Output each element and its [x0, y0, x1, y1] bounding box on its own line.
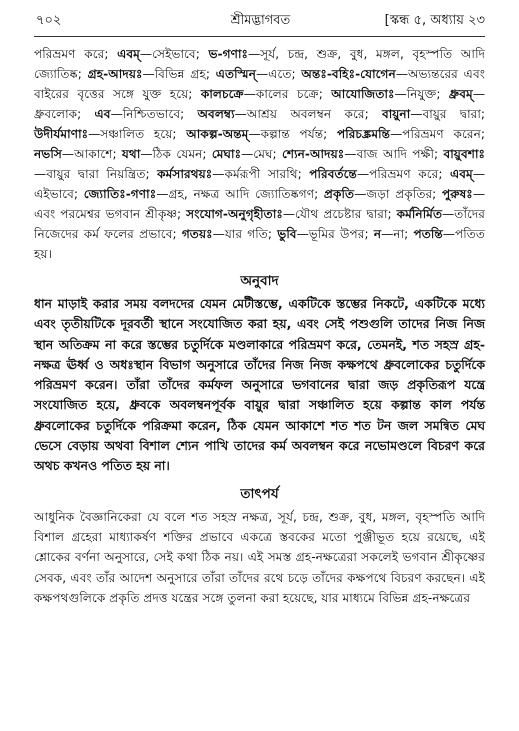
translation-text: ধান মাড়াই করার সময় বলদদের যেমন মেটীস্তম্ভে, একটিকে স্তম্ভের নিকটে, একটিকে মধ্যে এবং তৃতীয়টিকে দূরবর্তী স্থানে সংযোজিত করা হয়, এবং সেই পশুগুলি তাদের নিজ নিজ স্থান অতিক্রম না করে স্তম্ভের চতুর্দিকে মণ্ডলাকারে পরিভ্রমণ করে, তেমনই, শত সহস্র গ্রহ-নক্ষত্র ঊর্ধ্ব ও অধঃস্থান বিভাগ অনুসারে তাঁদের নিজ নিজ কক্ষপথে ধ্রুবলোকের চতুর্দিকে পরিভ্রমণ করেন। তাঁরা তাঁদের কর্মফল অনুসারে ভগবানের দ্বারা জড় প্রকৃতিরূপ যন্ত্রে সংযোজিত হয়ে, ধ্রুবকে অবলম্বনপূর্বক বায়ুর দ্বারা সঞ্চালিত হয়ে কল্পান্ত কাল পর্যন্ত ধ্রুবলোকের চতুর্দিকে পরিক্রমা করেন, ঠিক যেমন আকাশে শত শত টন জল সমন্বিত মেঘ ভেসে বেড়ায় অথবা বিশাল শ্যেন পাখি তাদের কর্ম অবলম্বন করে নভোমণ্ডলে বিচরণ করে অথচ কখনও পতিত হয় না। — [34, 296, 485, 474]
sanskrit-term: ন — [373, 227, 382, 241]
term-meaning: —আকাশে; — [61, 147, 122, 161]
purport-heading: তাৎপর্য — [240, 485, 279, 502]
term-meaning: —ধ্রুবলোক; — [34, 87, 485, 121]
term-meaning: —কল্পান্ত পর্যন্ত; — [248, 127, 337, 141]
word-meanings — [34, 44, 485, 264]
sanskrit-term: পুরুষঃ — [441, 187, 473, 201]
sanskrit-term: এবম্ — [117, 47, 140, 61]
term-meaning: —এতে; — [255, 67, 302, 81]
term-meaning: —অভ্যন্তরের এবং বাইরের বৃত্তের সঙ্গে যুক্ত হয়ে; — [34, 67, 485, 101]
sanskrit-term: মেঘাঃ — [211, 147, 242, 161]
term-meaning: —আশ্রয় অবলম্বন করে; — [234, 107, 382, 121]
sanskrit-term: অন্তঃ-বহিঃ-যোগেন — [301, 67, 396, 81]
term-meaning: —পরিভ্রমণ করে; — [356, 167, 450, 181]
page-number: ৭০২ — [36, 13, 62, 28]
sanskrit-term: সংযোগ-অনুগৃহীতাঃ — [186, 207, 283, 221]
term-meaning: —এবং পরমেশ্বর ভগবান শ্রীকৃষ্ণ; — [34, 187, 485, 221]
term-meaning: —গ্রহ, নক্ষত্র আদি জ্যোতিষ্কগণ; — [156, 187, 324, 201]
sanskrit-term: প্রকৃতি — [323, 187, 355, 201]
term-meaning: —বাজ আদি পক্ষী; — [344, 147, 444, 161]
term-meaning: —জড়া প্রকৃতির; — [354, 187, 442, 201]
term-meaning: —সূর্য, চন্দ্র, শুক্র, বুধ, মঙ্গল, বৃহস্পতি আদি জ্যোতিষ্ক; — [34, 47, 485, 81]
term-meaning: —কর্মরূপী সারথি; — [212, 167, 310, 181]
sanskrit-term: পতন্তি — [413, 227, 443, 241]
sanskrit-term: বায়ুনা — [381, 107, 411, 121]
purport-text: আধুনিক বৈজ্ঞানিকেরা যে বলে শত সহস্র নক্ষত্র, সূর্য, চন্দ্র, শুক্র, বুধ, মঙ্গল, বৃহস্পতি আদি বিশাল গ্রহেরা মাধ্যাকর্ষণ শক্তির প্রভাবে একত্রে স্তবকের মতো পুঞ্জীভূত হয়ে রয়েছে, এই শ্লোকের বর্ণনা অনুসারে, সেই কথা ঠিক নয়। এই সমস্ত গ্রহ-নক্ষত্রেরা সকলেই ভগবান শ্রীকৃষ্ণের সেবক, এবং তাঁর আদেশ অনুসারে তাঁরা তাঁদের রথে চড়ে তাঁদের কক্ষপথে বিচরণ করছেন। এই কক্ষপথগুলিকে প্রকৃতি প্রদত্ত যন্ত্রের সঙ্গে তুলনা করা হয়েছে, যার মাধ্যমে বিভিন্ন গ্রহ-নক্ষত্রের — [34, 509, 485, 605]
sanskrit-term: গ্রহ-আদয়ঃ — [87, 67, 143, 81]
sanskrit-term: কর্মসারথয়ঃ — [157, 167, 213, 181]
sanskrit-term: কর্মনির্মিত — [396, 207, 443, 221]
sanskrit-term: এব — [94, 107, 111, 121]
term-meaning: পরিভ্রমণ করে; — [34, 47, 118, 61]
sanskrit-term: উদীর্যমাণাঃ — [34, 127, 89, 141]
sanskrit-term: ভুবি — [277, 227, 297, 241]
sanskrit-term: বায়ুবশাঃ — [443, 147, 485, 161]
sanskrit-term: আকল্প-অন্তম্ — [186, 127, 249, 141]
term-meaning: —বায়ুর দ্বারা; — [410, 107, 486, 121]
term-meaning: —মেঘ; — [241, 147, 282, 161]
sanskrit-term: কালচক্রে — [200, 87, 244, 101]
sanskrit-term: গতয়ঃ — [181, 227, 213, 241]
term-meaning: —সঞ্চালিত হয়ে; — [88, 127, 187, 141]
term-meaning: —এইভাবে; — [34, 167, 486, 201]
sanskrit-term: নভসি — [34, 147, 62, 161]
term-meaning: —নিযুক্ত; — [394, 87, 449, 101]
term-meaning: —ভূমির উপর; — [296, 227, 374, 241]
term-meaning: —নিশ্চিতভাবে; — [110, 107, 198, 121]
sanskrit-term: পরিবর্তন্তে — [309, 167, 357, 181]
sanskrit-term: ভ-গণাঃ — [208, 47, 248, 61]
term-meaning: —সেইভাবে; — [139, 47, 209, 61]
sanskrit-term: এতস্মিন্ — [215, 67, 256, 81]
sanskrit-term: শ্যেন-আদয়ঃ — [281, 147, 345, 161]
term-meaning: —কালের চক্রে; — [243, 87, 332, 101]
term-meaning: —পতিত হয়। — [34, 227, 485, 261]
term-meaning: —বায়ুর দ্বারা নিয়ন্ত্রিত; — [34, 167, 158, 181]
sanskrit-term: অবলম্ব্য — [197, 107, 235, 121]
sanskrit-term: পরিচঙ্ক্রমন্তি — [336, 127, 391, 141]
sanskrit-term: জ্যোতিঃ-গণাঃ — [83, 187, 157, 201]
term-meaning: —না; — [381, 227, 414, 241]
sanskrit-term: যথা — [121, 147, 141, 161]
term-meaning: —ঠিক যেমন; — [140, 147, 212, 161]
term-meaning: —যৌথ প্রচেষ্টার দ্বারা; — [282, 207, 397, 221]
sanskrit-term: আযোজিতাঃ — [331, 87, 395, 101]
book-title: শ্রীমদ্ভাগবত — [230, 13, 291, 28]
term-meaning: —পরিভ্রমণ করেন; — [390, 127, 485, 141]
sanskrit-term: ধ্রুবম্ — [448, 87, 473, 101]
sanskrit-term: এবম্ — [450, 167, 473, 181]
page-body — [34, 44, 485, 608]
term-meaning: —তাঁদের নিজেদের কর্ম ফলের প্রভাবে; — [34, 207, 485, 241]
term-meaning: —যার গতি; — [212, 227, 278, 241]
term-meaning: —বিভিন্ন গ্রহ; — [142, 67, 216, 81]
chapter-reference: [স্কন্ধ ৫, অধ্যায় ২৩ — [384, 13, 485, 28]
translation-heading: অনুবাদ — [240, 273, 279, 289]
running-header — [36, 10, 485, 32]
header-rule — [34, 36, 485, 37]
